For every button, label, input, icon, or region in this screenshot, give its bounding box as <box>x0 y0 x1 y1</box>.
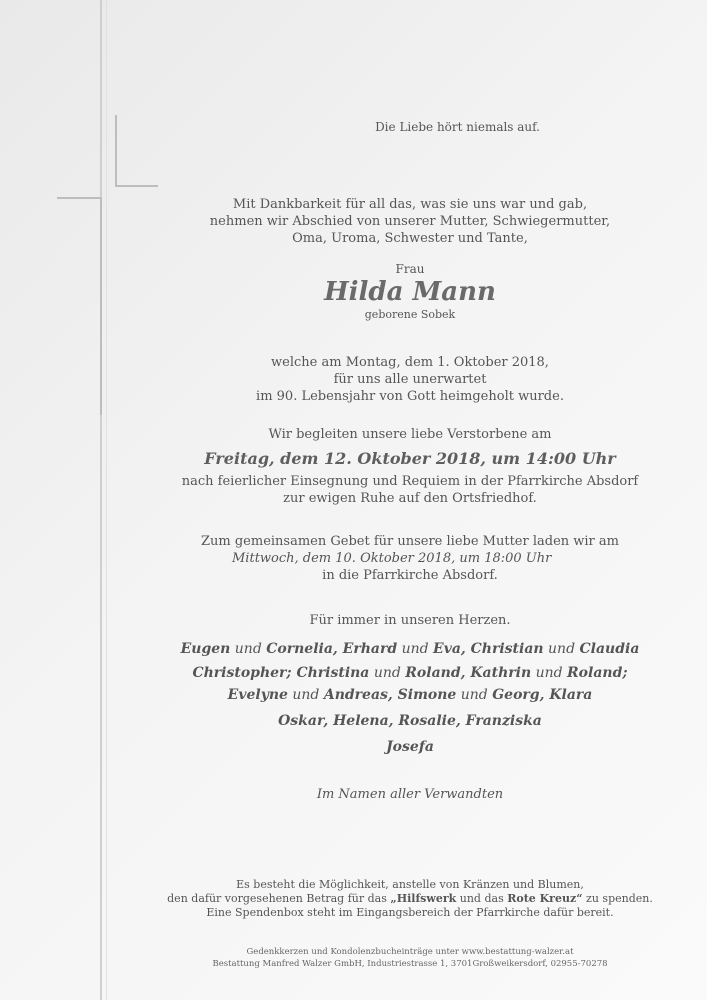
family-row: Josefa <box>386 739 434 755</box>
deceased-name: Hilda Mann <box>324 277 496 307</box>
family-row: Oskar, Helena, Rosalie, Franziska <box>278 713 542 729</box>
prayer-text: Zum gemeinsamen Gebet für unsere liebe Mutter laden wir am Mittwoch, dem 10. Oktober 2018, um 18:00 Uhr in die Pfarrkirche Absdorf. <box>150 533 670 584</box>
family-row: Christopher; Christina und Roland, Kathrin und Roland; <box>192 665 628 681</box>
footer: Gedenkkerzen und Kondolenzbucheinträge unter www.bestattung-walzer.at Bestattung Manfred Walzer GmbH, Industriestrasse 1, 3701Großweikersdorf, 02955-70278 <box>212 947 608 969</box>
maiden-name: geborene Sobek <box>364 308 456 321</box>
funeral-date: Freitag, dem 12. Oktober 2018, um 14:00 Uhr <box>204 449 616 468</box>
family-row: Eugen und Cornelia, Erhard und Eva, Christian und Claudia <box>180 641 640 657</box>
intro-text <box>150 196 670 247</box>
intro-line: Oma, Uroma, Schwester und Tante, <box>292 231 528 246</box>
salutation: Frau <box>395 262 425 276</box>
intro-line: nehmen wir Abschied von unserer Mutter, Schwiegermutter, <box>209 214 611 229</box>
intro-line: Mit Dankbarkeit für all das, was sie uns war und gab, <box>232 197 588 212</box>
family-list <box>150 638 670 758</box>
closing-text: Für immer in unseren Herzen. <box>309 613 511 628</box>
family-row: Evelyne und Andreas, Simone und Georg, Klara <box>227 687 593 703</box>
death-text: welche am Montag, dem 1. Oktober 2018, für uns alle unerwartet im 90. Lebensjahr von Gott heimgeholt wurde. <box>256 355 564 404</box>
name-block <box>150 262 670 322</box>
relatives-text: Im Namen aller Verwandten <box>316 787 504 802</box>
motto: Die Liebe hört niemals auf. <box>375 120 540 134</box>
prayer-date: Mittwoch, dem 10. Oktober 2018, um 18:00 Uhr <box>232 551 552 566</box>
donation-text: Es besteht die Möglichkeit, anstelle von Kränzen und Blumen, den dafür vorgesehenen Betrag für das „Hilfswerk und das Rote Kreuz“ zu spenden. Eine Spendenbox steht im Eingangsbereich der Pfarrkirche dafür bereit. <box>167 878 653 919</box>
funeral-text: Wir begleiten unsere liebe Verstorbene am Freitag, dem 12. Oktober 2018, um 14:00 Uhr nach feierlicher Einsegnung und Requiem in der Pfarrkirche Absdorf zur ewigen Ruhe auf den Ortsfriedhof. <box>150 426 670 507</box>
